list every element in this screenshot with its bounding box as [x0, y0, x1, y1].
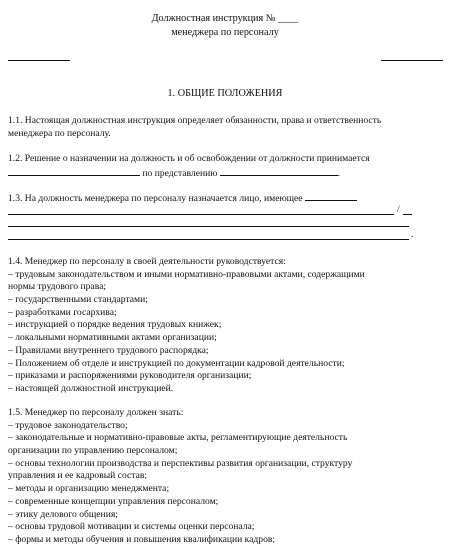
paragraph-1-3-text: 1.3. На должность менеджера по персоналу назначается лицо, имеющее [8, 193, 303, 204]
blank-field [8, 217, 409, 227]
document-title-line1: Должностная инструкция № ____ [151, 13, 299, 24]
paragraph-1-3-line1 [8, 191, 448, 204]
paragraph-1-2-end-dot: . [337, 167, 341, 179]
paragraph-1-2-line1: 1.2. Решение о назначении на должность и об освобождении от должности принимается [8, 153, 370, 164]
list-item: – государственными стандартами; [8, 294, 148, 306]
paragraph-1-2-line2 [8, 166, 448, 179]
document-title-line2: менеджера по персоналу [171, 27, 279, 38]
paragraph-1-2-mid-text: по представлению [142, 167, 218, 179]
list-item: управления и ее кадровый состав; [8, 470, 148, 482]
paragraph-1-1-line2: менеджера по персоналу. [8, 127, 111, 139]
list-item: – этику делового общения; [8, 508, 118, 520]
list-item: – инструкцией о порядке ведения трудовых книжек; [8, 319, 222, 331]
blank-field [305, 191, 357, 201]
list-item: – трудовое законодательство; [8, 419, 128, 431]
paragraph-1-5 [8, 407, 448, 547]
list-item: – Правилами внутреннего трудового распорядка; [8, 344, 209, 356]
list-item: – законодательные и нормативно-правовые акты, регламентирующие деятельность [8, 432, 348, 444]
list-item: – формы и методы обучения и повышения квалификации кадров; [8, 533, 276, 545]
paragraph-1-4-intro: 1.4. Менеджер по персоналу в своей деятельности руководствуется: [8, 256, 286, 267]
paragraph-1-3-end-dot: . [411, 229, 414, 241]
blank-field [220, 166, 338, 176]
list-item: нормы трудового права; [8, 281, 107, 293]
paragraph-1-2 [8, 153, 448, 178]
list-item: – основы технологии производства и перспективы развития организации, структуру [8, 457, 353, 469]
list-item: – методы и организацию менеджмента; [8, 483, 170, 495]
paragraph-1-1 [8, 115, 448, 140]
blank-field [8, 166, 140, 176]
list-item: – приказами и распоряжениями руководителя организации; [8, 370, 252, 382]
paragraph-1-3-rule-dot-row [8, 229, 448, 242]
blank-field [8, 205, 394, 215]
list-item: – Положением об отделе и инструкцией по документации кадровой деятельности; [8, 357, 345, 369]
blank-field [8, 230, 409, 240]
list-item: – современные концепции управления персоналом; [8, 495, 219, 507]
paragraph-1-3 [8, 191, 448, 242]
signature-blank-right [381, 60, 443, 61]
list-item: – разработками госархива; [8, 306, 117, 318]
paragraph-1-3-slash: / [397, 203, 400, 215]
list-item: – локальными нормативными актами организации; [8, 332, 217, 344]
signature-blank-left [8, 60, 70, 61]
list-item: – трудовым законодательством и иными нормативно-правовыми актами, содержащими [8, 268, 365, 280]
paragraph-1-5-intro: 1.5. Менеджер по персоналу должен знать: [8, 407, 184, 418]
paragraph-1-3-rule-row [8, 216, 448, 229]
list-item: организации по управлению персоналом; [8, 445, 178, 457]
list-item: – настоящей должностной инструкцией. [8, 382, 174, 394]
section-title: 1. ОБЩИЕ ПОЛОЖЕНИЯ [167, 88, 283, 99]
list-item: – основы трудовой мотивации и системы оценки персонала; [8, 521, 255, 533]
paragraph-1-1-line1: 1.1. Настоящая должностная инструкция определяет обязанности, права и ответственность [8, 115, 382, 126]
paragraph-1-4 [8, 256, 448, 396]
paragraph-1-3-rule-slash-row [8, 204, 448, 217]
blank-field [403, 205, 412, 215]
